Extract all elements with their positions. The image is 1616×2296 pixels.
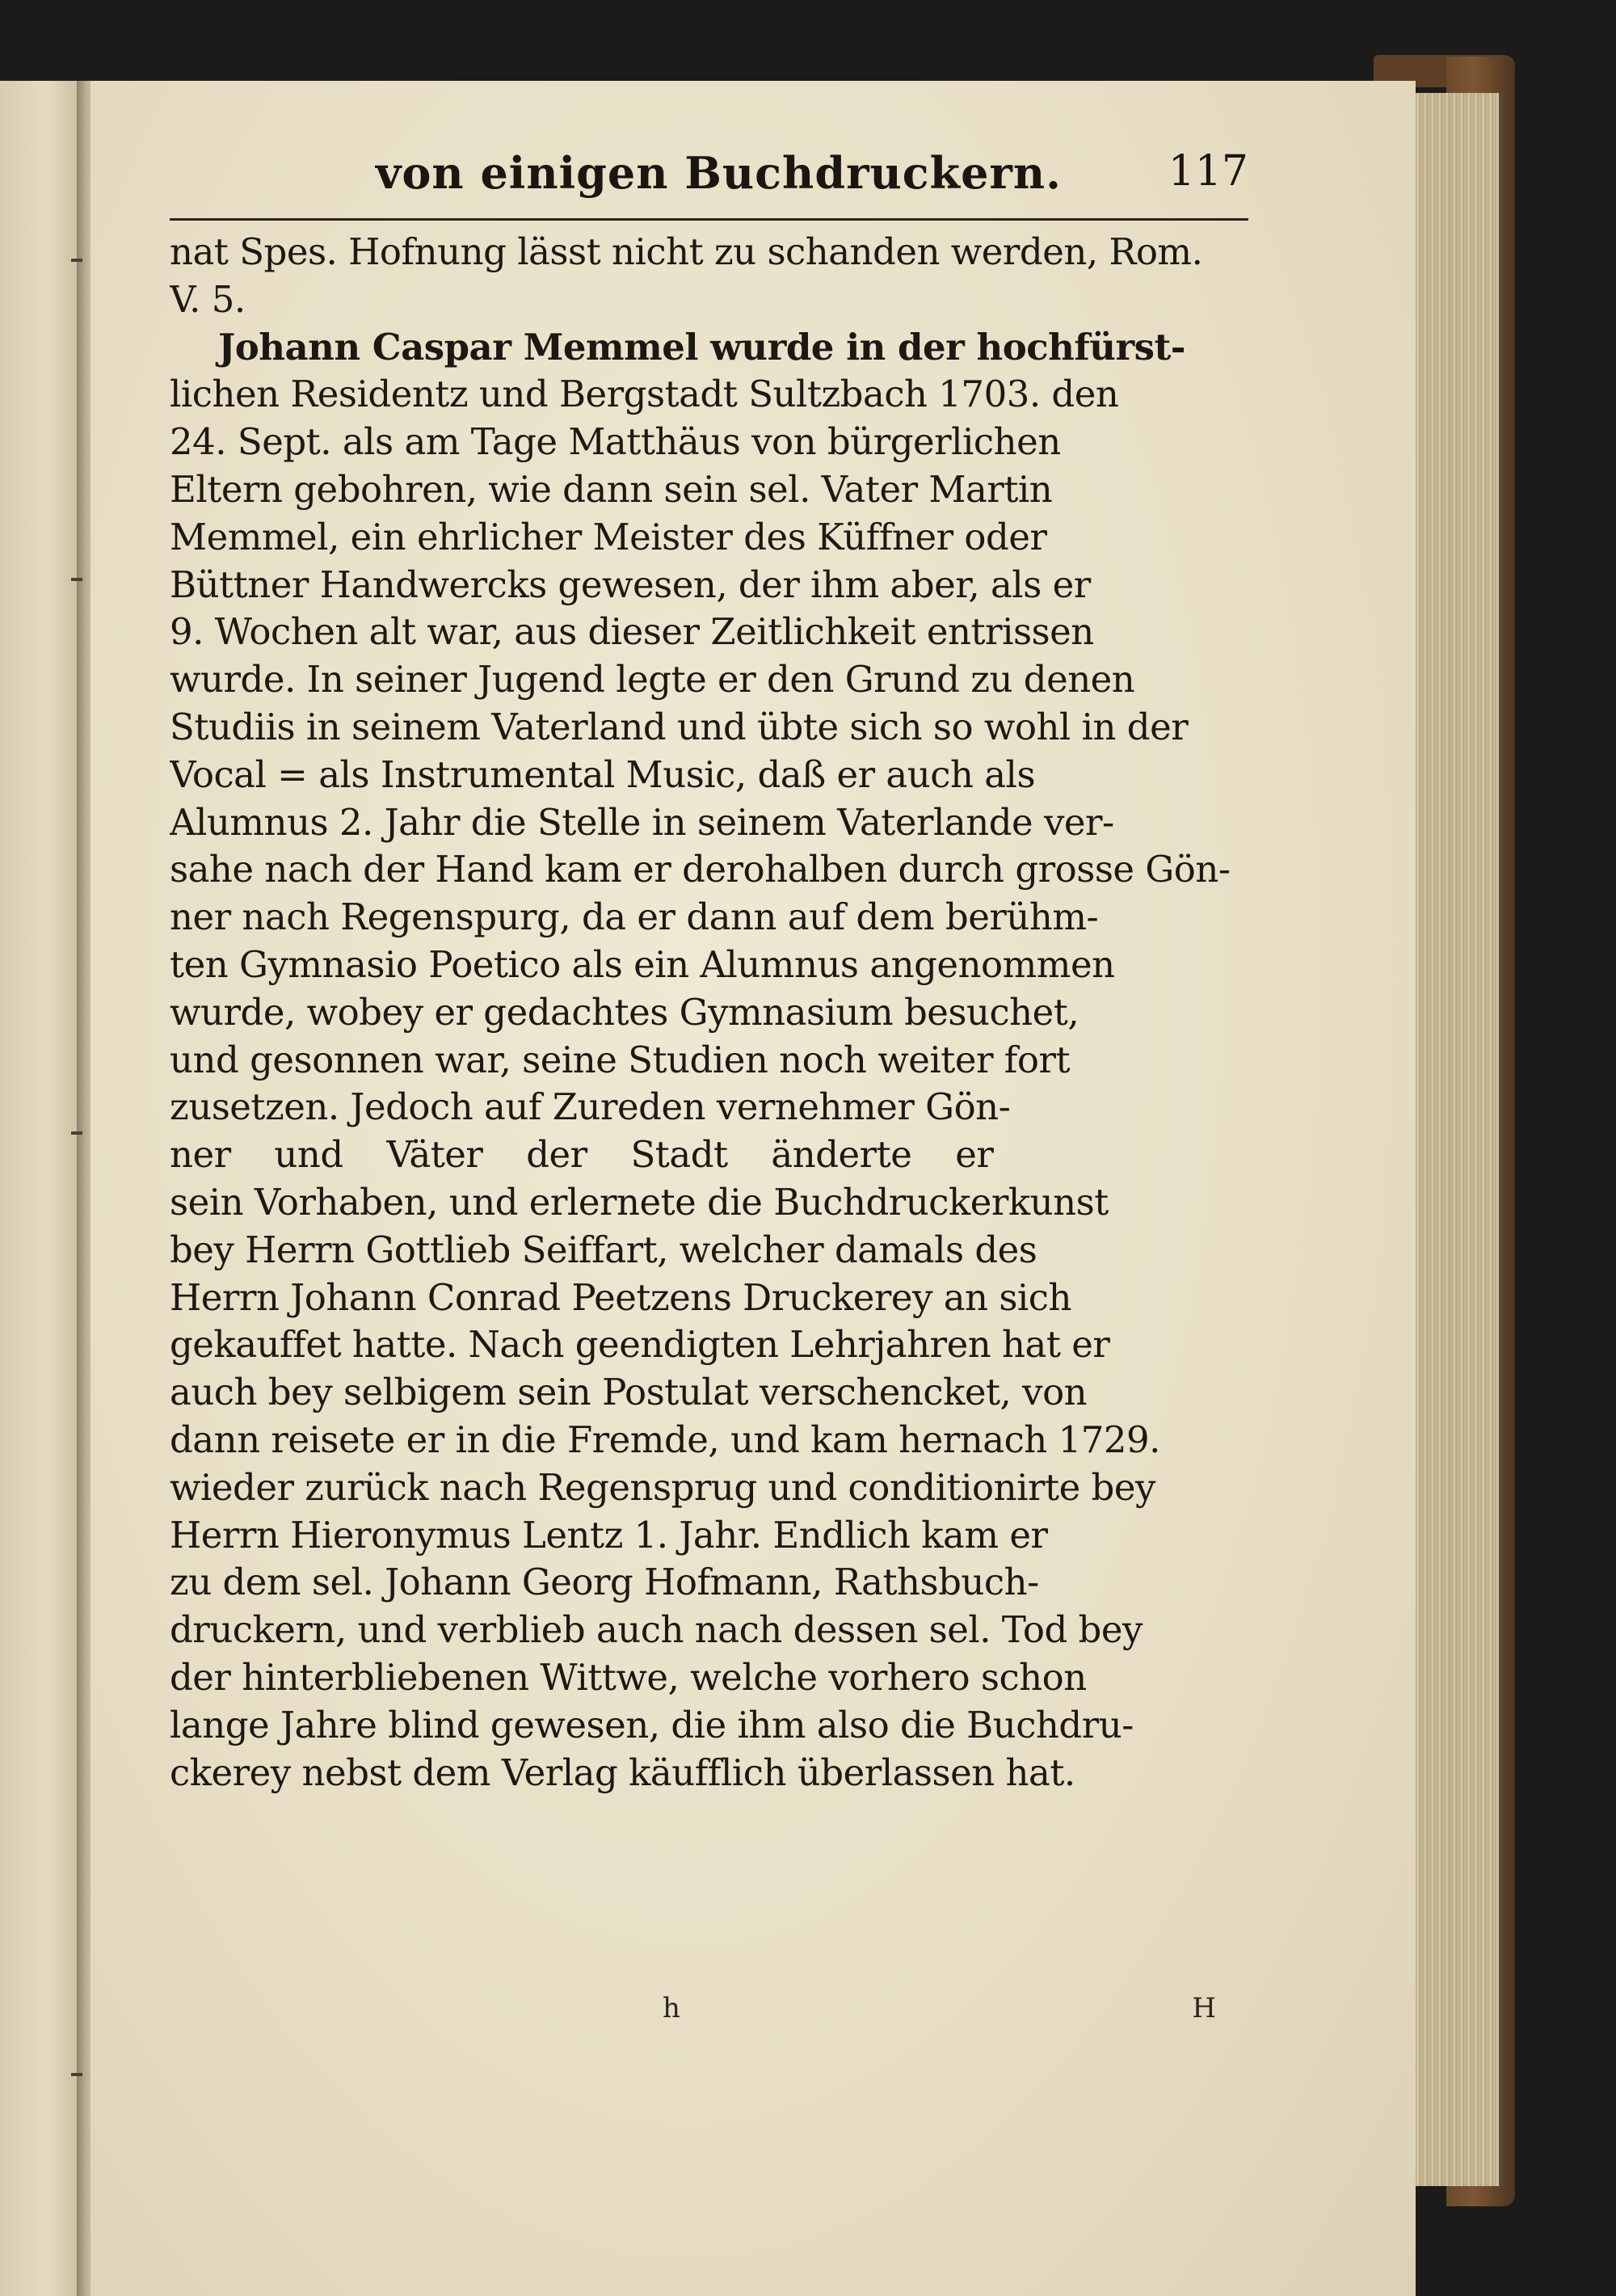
text-line: bey Herrn Gottlieb Seiffart, welcher damals des	[170, 1228, 1037, 1271]
binding-thread-mark	[71, 1131, 82, 1135]
text-line: wieder zurück nach Regensprug und conditionirte bey	[170, 1465, 1155, 1509]
text-line: sahe nach der Hand kam er derohalben durch grosse Gön-	[170, 848, 1231, 891]
text-line: und gesonnen war, seine Studien noch weiter fort	[170, 1038, 1071, 1081]
text-line: lichen Residentz und Bergstadt Sultzbach 1703. den	[170, 373, 1119, 416]
text-line: Memmel, ein ehrlicher Meister des Küffner oder	[170, 515, 1047, 558]
text-line: Büttner Handwercks gewesen, der ihm aber, als er	[170, 562, 1091, 606]
text-line: zusetzen. Jedoch auf Zureden vernehmer Gön-	[170, 1085, 1011, 1129]
catchword-row	[170, 1992, 1248, 2024]
page-header	[170, 147, 1248, 212]
text-line: druckern, und verblieb auch nach dessen sel. Tod bey	[170, 1608, 1143, 1652]
text-line: Vocal = als Instrumental Music, daß er auch als	[170, 752, 1036, 796]
text-line: Eltern gebohren, wie dann sein sel. Vater Martin	[170, 467, 1053, 511]
running-head: von einigen Buchdruckern.	[376, 147, 1062, 199]
text-line: sein Vorhaben, und erlernete die Buchdruckerkunst	[170, 1180, 1109, 1224]
catchword-left: h	[663, 1992, 680, 2024]
text-line: ner nach Regenspurg, da er dann auf dem berühm-	[170, 895, 1099, 939]
text-line: wurde, wobey er gedachtes Gymnasium besuchet,	[170, 990, 1079, 1034]
text-line: ten Gymnasio Poetico als ein Alumnus angenommen	[170, 942, 1115, 986]
binding-thread-mark	[71, 578, 82, 581]
text-line: 24. Sept. als am Tage Matthäus von bürgerlichen	[170, 420, 1061, 464]
text-line: dann reisete er in die Fremde, und kam hernach 1729.	[170, 1418, 1160, 1461]
text-line: Alumnus 2. Jahr die Stelle in seinem Vaterlande ver-	[170, 800, 1114, 844]
text-line: nat Spes. Hofnung lässt nicht zu schanden werden, Rom.	[170, 230, 1203, 273]
text-line: Johann Caspar Memmel wurde in der hochfürst-	[218, 325, 1185, 369]
page-edges	[1406, 93, 1502, 2186]
text-line: Herrn Hieronymus Lentz 1. Jahr. Endlich kam er	[170, 1513, 1048, 1557]
facing-page	[0, 81, 77, 2296]
text-line: 9. Wochen alt war, aus dieser Zeitlichkeit entrissen	[170, 610, 1094, 654]
binding-thread-mark	[71, 259, 82, 262]
text-line: Studiis in seinem Vaterland und übte sich so wohl in der	[170, 705, 1189, 748]
body-text	[170, 229, 1248, 1797]
binding-thread-mark	[71, 2073, 82, 2076]
text-line: zu dem sel. Johann Georg Hofmann, Rathsbuch-	[170, 1561, 1039, 1604]
text-line: wurde. In seiner Jugend legte er den Grund zu denen	[170, 658, 1135, 701]
text-line: V. 5.	[170, 277, 246, 321]
text-line: auch bey selbigem sein Postulat verschencket, von	[170, 1371, 1088, 1414]
text-line: lange Jahre blind gewesen, die ihm also die Buchdru-	[170, 1703, 1134, 1746]
page-number: 117	[1168, 147, 1248, 196]
text-line: ckerey nebst dem Verlag käufflich überlassen hat.	[170, 1750, 1075, 1794]
text-line: gekauffet hatte. Nach geendigten Lehrjahren hat er	[170, 1323, 1110, 1367]
text-line: der hinterbliebenen Wittwe, welche vorhero schon	[170, 1655, 1087, 1699]
text-line: ner und Väter der Stadt änderte er	[170, 1133, 994, 1177]
catchword-right: H	[1192, 1992, 1216, 2024]
header-rule	[170, 218, 1248, 221]
text-line: Herrn Johann Conrad Peetzens Druckerey an sich	[170, 1275, 1071, 1319]
